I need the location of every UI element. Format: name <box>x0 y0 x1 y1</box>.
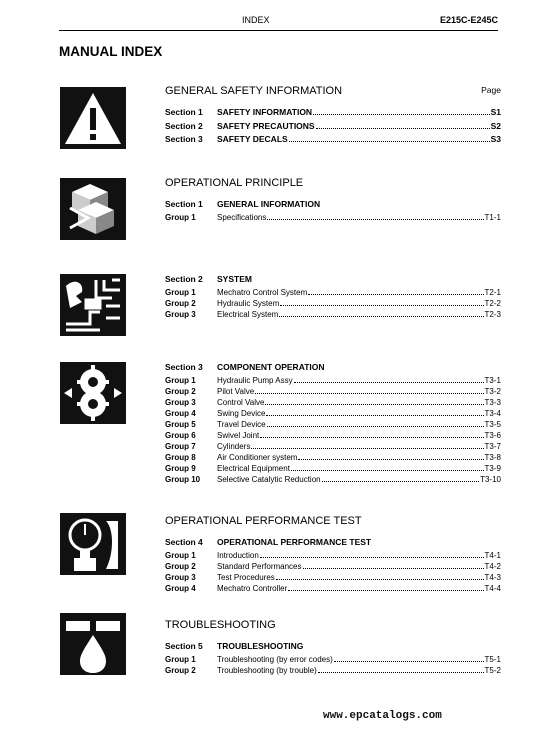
warning-icon <box>60 87 126 149</box>
index-row[interactable]: Section 2 SAFETY PRECAUTIONS S2 <box>165 120 501 131</box>
index-row[interactable]: Group 1 Mechatro Control System T2-1 <box>165 287 501 297</box>
section-title: OPERATIONAL PRINCIPLE <box>165 177 304 189</box>
gauge-icon <box>60 513 126 575</box>
circuit-icon <box>60 274 126 336</box>
index-row[interactable]: Group 6 Swivel Joint T3-6 <box>165 430 501 440</box>
gear-pump-icon <box>60 362 126 424</box>
leak-drop-icon <box>60 613 126 675</box>
section-heading-row[interactable]: Section 1 GENERAL INFORMATION <box>165 199 321 209</box>
header-title: INDEX <box>242 15 270 25</box>
index-row[interactable]: Group 7 Cylinders T3-7 <box>165 441 501 451</box>
index-row[interactable]: Group 4 Mechatro Controller T4-4 <box>165 583 501 593</box>
header-model: E215C-E245C <box>439 15 498 25</box>
section-heading-row[interactable]: Section 2 SYSTEM <box>165 274 252 284</box>
section-component-operation <box>165 361 501 485</box>
section-title: TROUBLESHOOTING <box>165 619 276 631</box>
index-row[interactable]: Group 4 Swing Device T3-4 <box>165 408 501 418</box>
index-row[interactable]: Group 2 Pilot Valve T3-2 <box>165 386 501 396</box>
section-operational-principle <box>165 177 501 223</box>
cubes-icon <box>60 178 126 240</box>
footer-url[interactable]: www.epcatalogs.com <box>323 710 442 722</box>
section-general-safety <box>165 85 501 147</box>
index-row[interactable]: Group 5 Travel Device T3-5 <box>165 419 501 429</box>
section-title: OPERATIONAL PERFORMANCE TEST <box>165 515 362 527</box>
section-heading-row[interactable]: Section 3 COMPONENT OPERATION <box>165 362 325 372</box>
header-divider <box>59 30 498 31</box>
index-row[interactable]: Section 3 SAFETY DECALS S3 <box>165 134 501 144</box>
section-heading-row[interactable]: Section 4 OPERATIONAL PERFORMANCE TEST <box>165 537 372 547</box>
index-row[interactable]: Group 1 Troubleshooting (by error codes) T5-1 <box>165 654 501 664</box>
index-row[interactable]: Group 3 Test Procedures T4-3 <box>165 572 501 582</box>
index-row[interactable]: Group 2 Troubleshooting (by trouble) T5-2 <box>165 665 501 675</box>
index-row[interactable]: Group 1 Specifications T1-1 <box>165 212 501 222</box>
index-row[interactable]: Group 1 Hydraulic Pump Assy T3-1 <box>165 375 501 385</box>
section-system <box>165 273 501 320</box>
section-title: GENERAL SAFETY INFORMATION <box>165 85 343 97</box>
index-row[interactable]: Group 10 Selective Catalytic Reduction T3-10 <box>165 474 501 484</box>
section-performance-test <box>165 515 501 594</box>
index-row[interactable]: Group 8 Air Conditioner system T3-8 <box>165 452 501 462</box>
section-troubleshooting <box>165 619 501 676</box>
index-row[interactable]: Group 3 Control Valve T3-3 <box>165 397 501 407</box>
index-row[interactable]: Group 2 Hydraulic System T2-2 <box>165 298 501 308</box>
manual-title: MANUAL INDEX <box>59 44 163 59</box>
index-row[interactable]: Section 1 SAFETY INFORMATION S1 <box>165 107 501 117</box>
index-row[interactable]: Group 1 Introduction T4-1 <box>165 550 501 560</box>
index-row[interactable]: Group 2 Standard Performances T4-2 <box>165 561 501 571</box>
index-row[interactable]: Group 9 Electrical Equipment T3-9 <box>165 463 501 473</box>
page-column-label: Page <box>481 85 501 95</box>
section-heading-row[interactable]: Section 5 TROUBLESHOOTING <box>165 641 304 651</box>
index-row[interactable]: Group 3 Electrical System T2-3 <box>165 309 501 319</box>
